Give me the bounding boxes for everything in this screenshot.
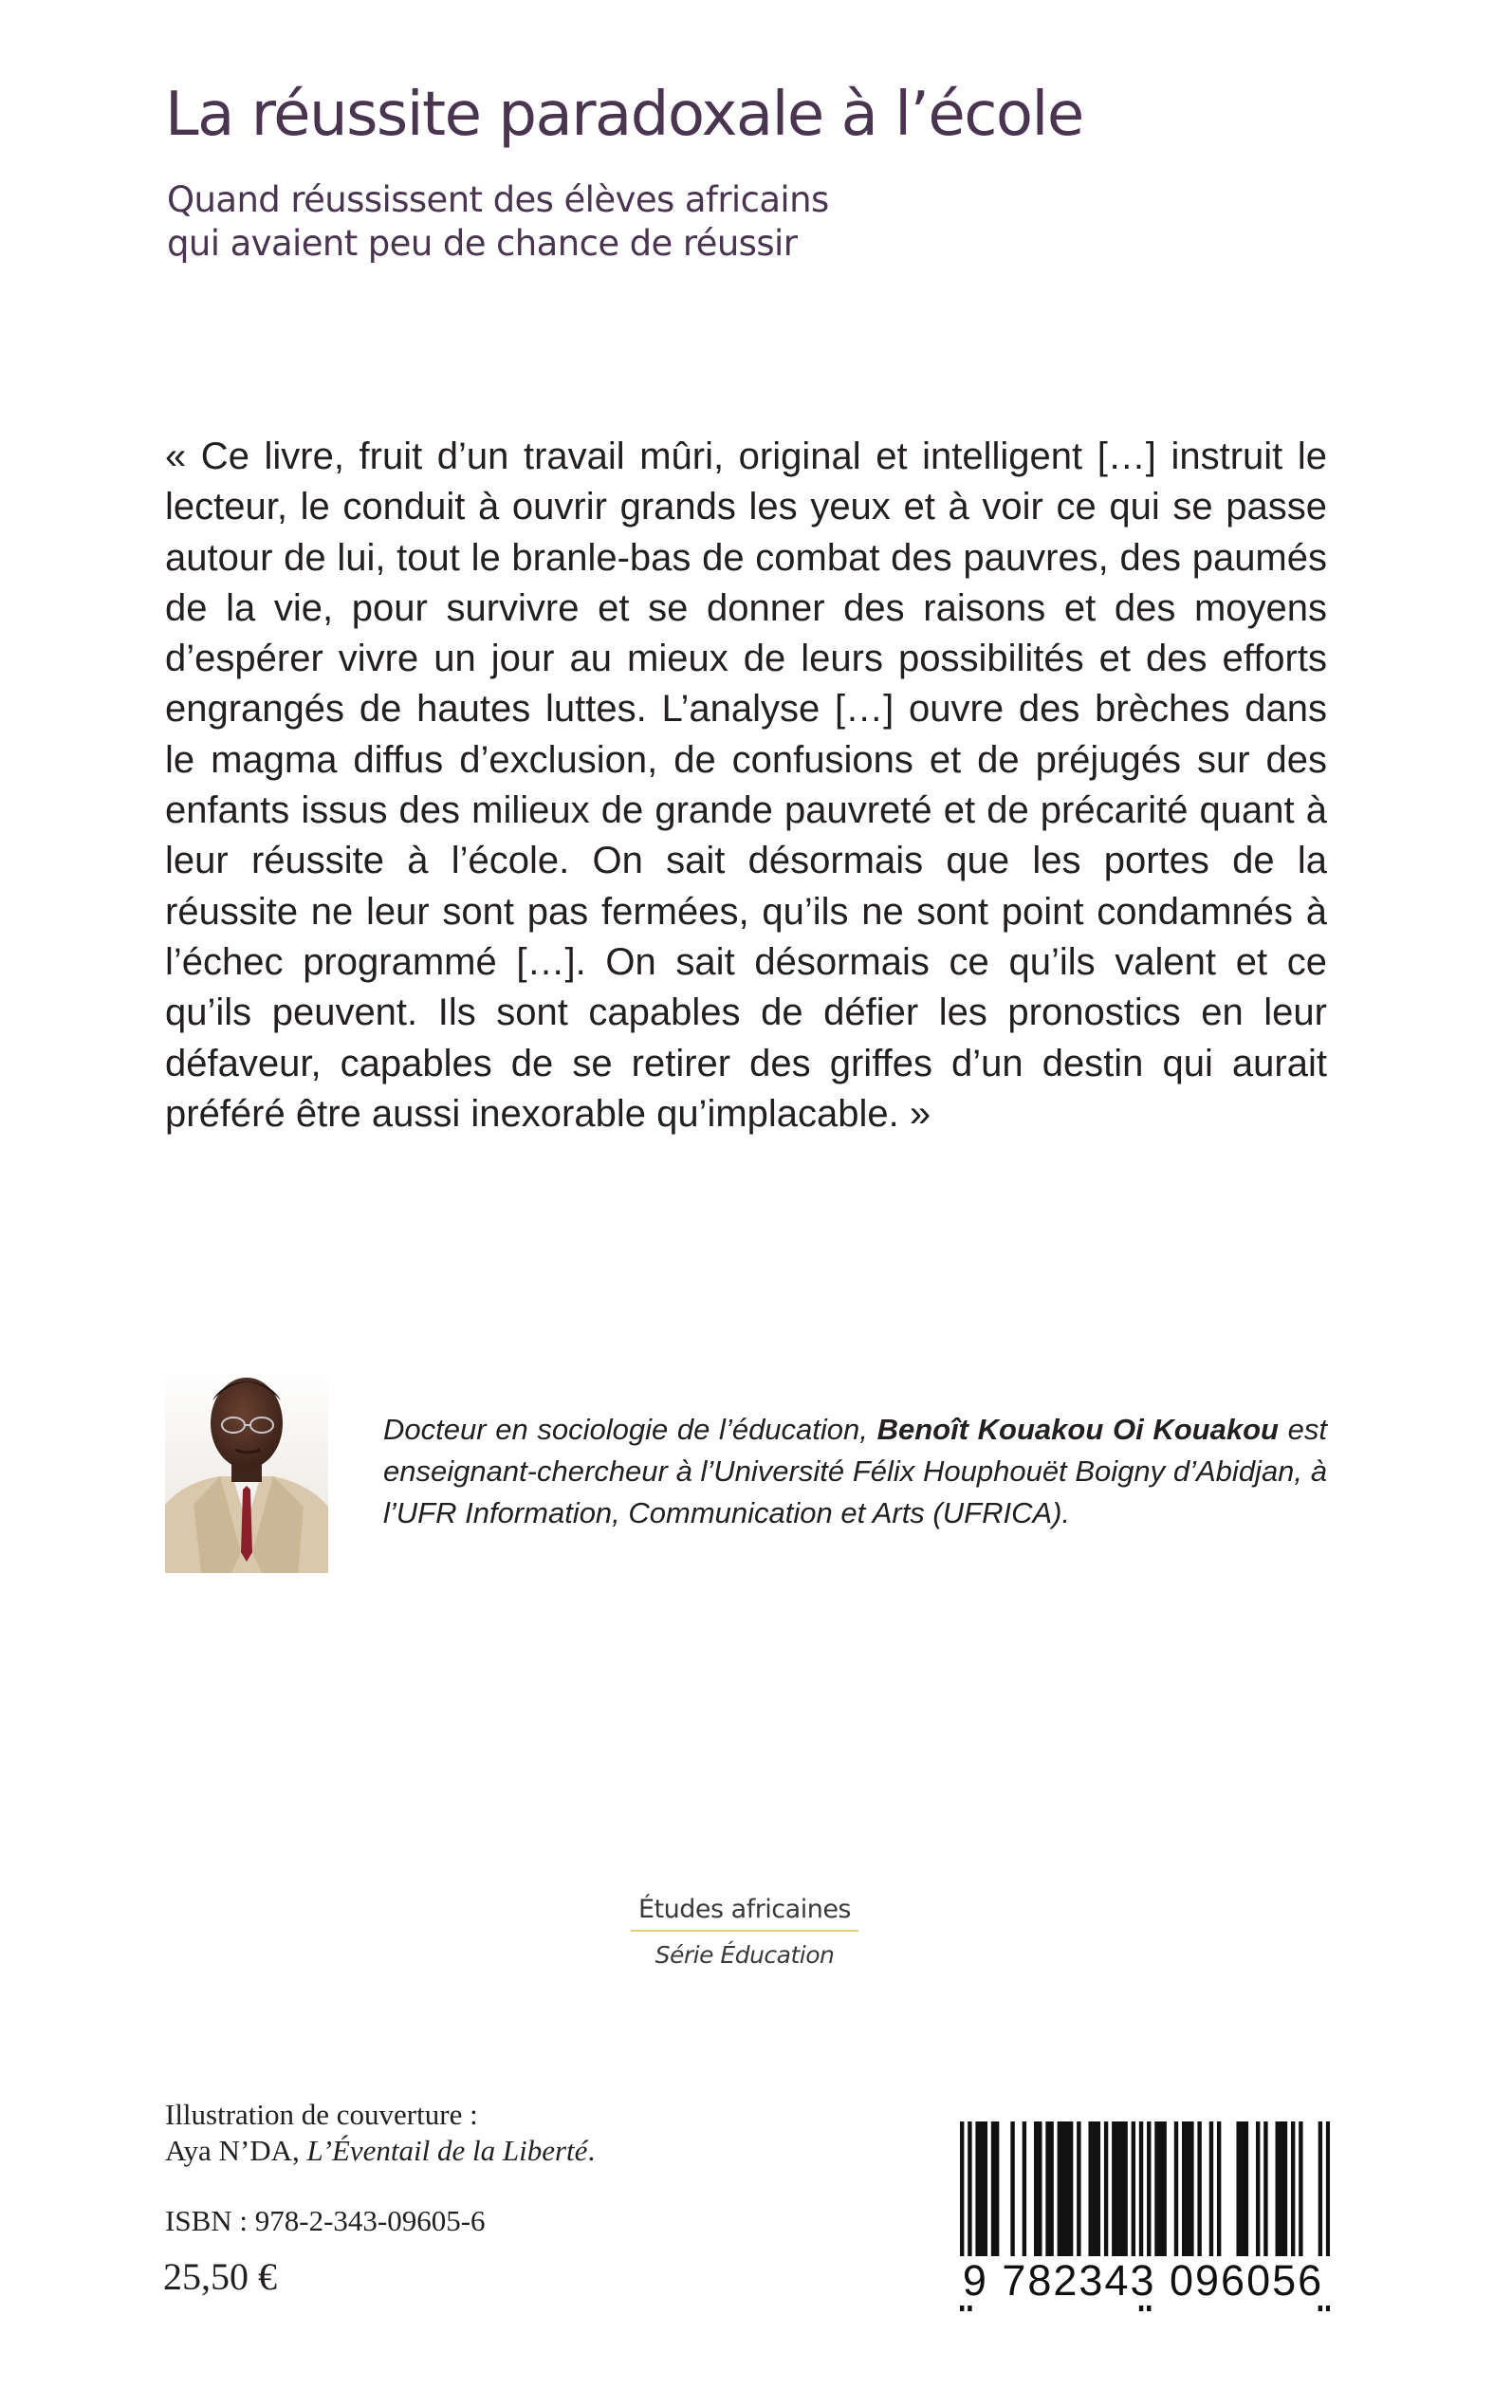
author-bio [383,1409,1327,1534]
series-subseries: Série Éducation [655,1941,835,1969]
series-logo [631,1895,858,1969]
book-subtitle [167,178,829,266]
illustration-end: . [587,2134,596,2167]
illustration-credit [165,2097,595,2169]
series-name: Études africaines [631,1895,858,1932]
illustration-label: Illustration de couverture : [165,2098,478,2131]
author-bio-rest: est enseignant-chercheur à l’Université Félix Houphouët Boigny d’Abidjan, à l’UFR Information, Communication et Arts (UFRICA). [383,1413,1327,1529]
illustration-work: L’Éventail de la Liberté [306,2134,588,2167]
isbn: ISBN : 978-2-343-09605-6 [165,2204,486,2237]
author-name: Benoît Kouakou Oi Kouakou [876,1413,1279,1446]
subtitle-line-1: Quand réussissent des élèves africains [167,179,829,220]
author-bio-intro: Docteur en sociologie de l’éducation, [383,1413,877,1446]
illustration-artist: Aya N’DA, [165,2134,307,2167]
subtitle-line-2: qui avaient peu de chance de réussir [167,223,798,264]
barcode-digits: 9 782343 096056 [949,2256,1337,2306]
back-cover-blurb: « Ce livre, fruit d’un travail mûri, original et intelligent […] instruit le lecteur, le conduit à ouvrir grands les yeux et à voir ce qui se passe autour de lui, tout le branle-bas de combat des pauvres, des paumés de la vie, pour survivre et se donner des raisons et des moyens d’espérer vivre un jour au mieux de leurs possibilités et des efforts engrangés de hautes luttes. L’analyse […] ouvre des brèches dans le magma diffus d’exclusion, de confusions et de préjugés sur des enfants issus des milieux de grande pauvreté et de précarité quant à leur réussite à l’école. On sait désormais que les portes de la réussite ne leur sont pas fermées, qu’ils ne sont point condamnés à l’échec programmé […]. On sait désormais ce qu’ils valent et ce qu’ils peuvent. Ils sont capables de défier les pronostics en leur défaveur, capables de se retirer des griffes d’un destin qui aurait préféré être aussi inexorable qu’implacable. » [165,435,1327,1135]
book-title: La réussite paradoxale à l’école [165,80,1083,150]
price: 25,50 € [163,2255,277,2298]
author-photo [165,1362,328,1573]
illustration-attribution [165,2133,595,2169]
